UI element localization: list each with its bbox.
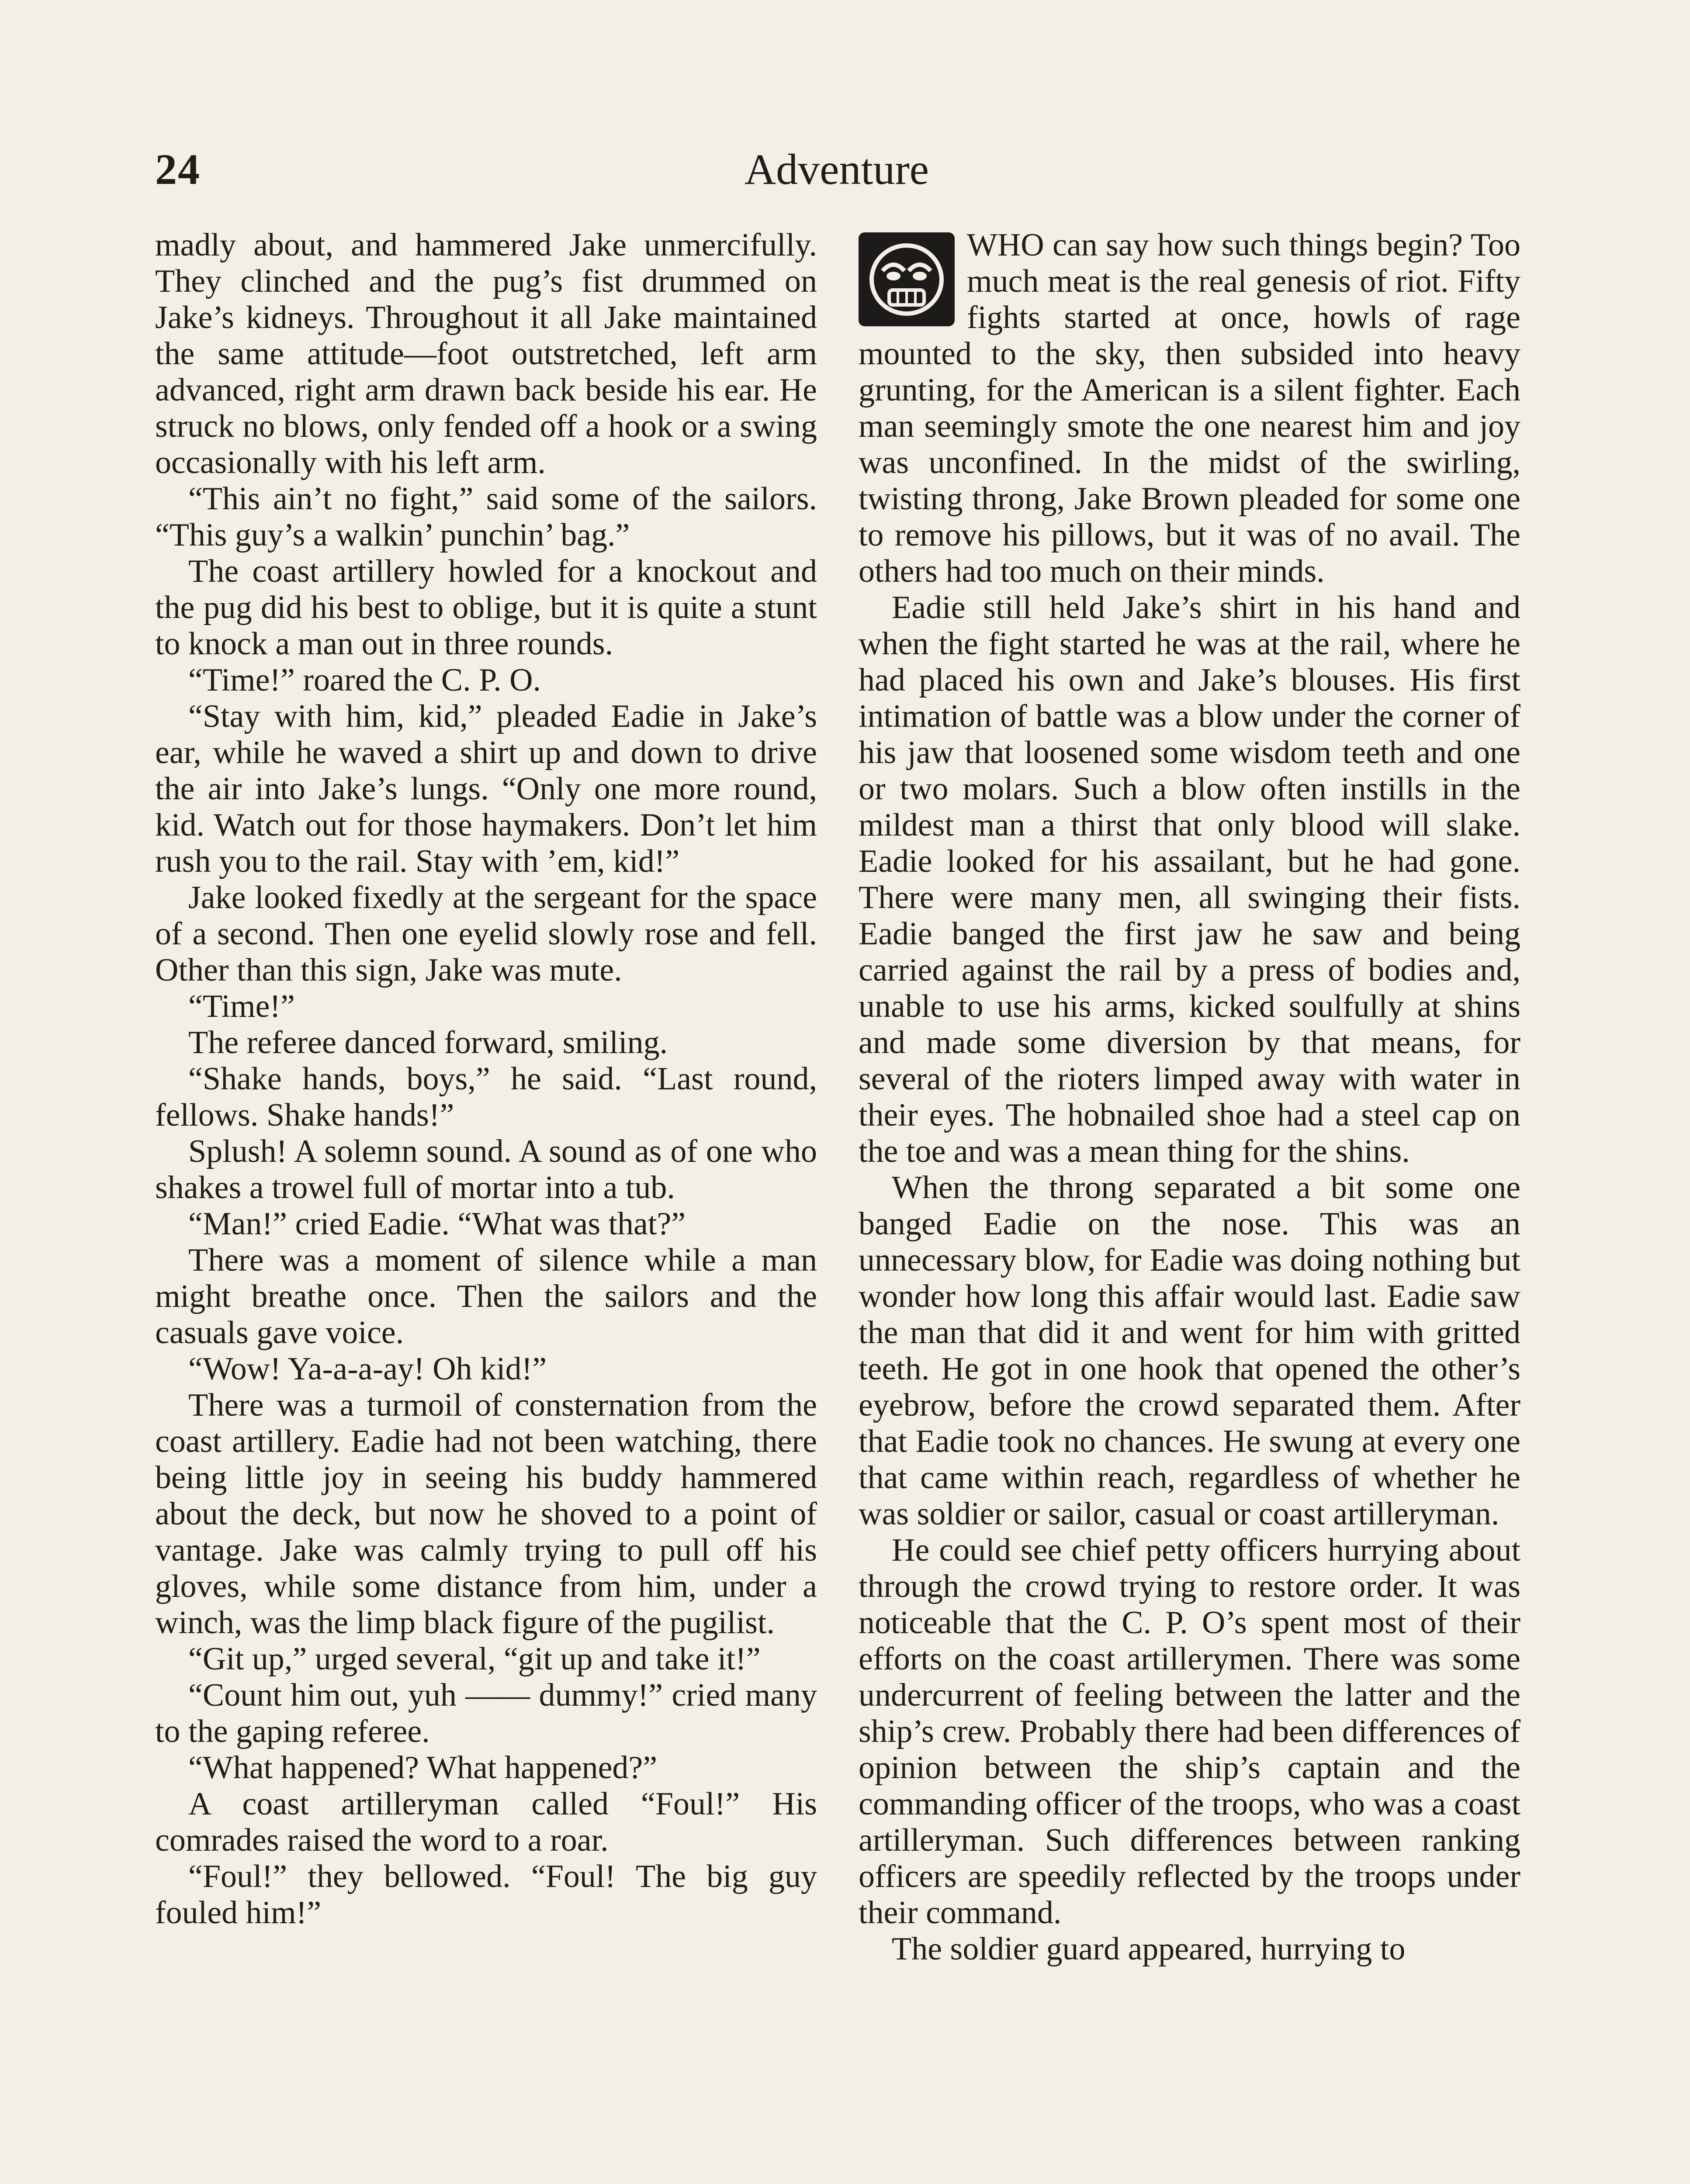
paragraph-text: “Git up,” urged several, “git up and take it!” — [188, 1641, 761, 1677]
paragraph — [155, 1351, 817, 1387]
paragraph-text: “Time!” roared the C. P. O. — [188, 662, 541, 698]
paragraph — [155, 227, 817, 481]
paragraph — [155, 1206, 817, 1242]
paragraph — [155, 1061, 817, 1133]
paragraph-text: madly about, and hammered Jake unmercifully. They clinched and the pug’s fist drummed on Jake’s kidneys. Throughout it all Jake maintained the same attitude—foot outstretched, left arm advanced, right arm drawn back beside his ear. He struck no blows, only fended off a hook or a swing occasionally with his left arm. — [155, 227, 817, 480]
paragraph-text: When the throng separated a bit some one banged Eadie on the nose. This was an unnecessary blow, for Eadie was doing nothing but wonder how long this affair would last. Eadie saw the man that did it and went for him with gritted teeth. He got in one hook that opened the other’s eyebrow, before the crowd separated them. After that Eadie took no chances. He swung at every one that came within reach, regardless of whether he was soldier or sailor, casual or coast artilleryman. — [859, 1170, 1520, 1532]
left-column — [155, 227, 817, 1931]
page-number: 24 — [155, 145, 201, 194]
paragraph-text: Eadie still held Jake’s shirt in his hand and when the fight started he was at the rail, where he had placed his own and Jake’s blouses. His first intimation of battle was a blow under the corner of his jaw that loosened some wisdom teeth and one or two molars. Such a blow often instills in the mildest man a thirst that only blood will slake. Eadie looked for his assailant, but he had gone. There were many men, all swinging their fists. Eadie banged the first jaw he saw and being carried against the rail by a press of bodies and, unable to use his arms, kicked soulfully at shins and made some diversion by that means, for several of the rioters limped away with water in their eyes. The hobnailed shoe had a steel cap on the toe and was a mean thing for the shins. — [859, 590, 1520, 1169]
paragraph-text: Jake looked fixedly at the sergeant for the space of a second. Then one eyelid slowly rose and fell. Other than this sign, Jake was mute. — [155, 880, 817, 988]
paragraph-text: “Shake hands, boys,” he said. “Last round, fellows. Shake hands!” — [155, 1061, 817, 1133]
paragraph — [155, 1025, 817, 1061]
paragraph — [859, 1532, 1520, 1931]
paragraph — [155, 1387, 817, 1641]
paragraph-text: “Man!” cried Eadie. “What was that?” — [188, 1206, 686, 1242]
right-column — [859, 227, 1520, 1967]
paragraph — [155, 880, 817, 988]
paragraph-text: “Count him out, yuh —— dummy!” cried many to the gaping referee. — [155, 1677, 817, 1749]
magazine-title: Adventure — [744, 145, 929, 194]
paragraph — [859, 227, 1520, 590]
paragraph-text: “Wow! Ya-a-a-ay! Oh kid!” — [188, 1351, 547, 1387]
paragraph — [155, 662, 817, 698]
paragraph — [859, 1931, 1520, 1967]
paragraph-text: Splush! A solemn sound. A sound as of one who shakes a trowel full of mortar into a tub. — [155, 1133, 817, 1206]
paragraph — [155, 481, 817, 553]
paragraph — [155, 1786, 817, 1859]
paragraph-text: There was a turmoil of consternation from the coast artillery. Eadie had not been watching, there being little joy in seeing his buddy hammered about the deck, but now he shoved to a point of vantage. Jake was calmly trying to pull off his gloves, while some distance from him, under a winch, was the limp black figure of the pugilist. — [155, 1387, 817, 1641]
paragraph-text: The coast artillery howled for a knockout and the pug did his best to oblige, but it is quite a stunt to knock a man out in three rounds. — [155, 553, 817, 662]
paragraph — [155, 1859, 817, 1931]
paragraph-text: “Time!” — [188, 988, 295, 1024]
page-header — [155, 144, 1518, 205]
paragraph-text: The soldier guard appeared, hurrying to — [892, 1931, 1406, 1967]
paragraph — [155, 698, 817, 880]
mask-illustration-icon — [859, 232, 955, 326]
paragraph — [155, 553, 817, 662]
paragraph-text: “Foul!” they bellowed. “Foul! The big guy fouled him!” — [155, 1859, 817, 1931]
paragraph-text: WHO can say how such things begin? Too much meat is the real genesis of riot. Fifty fights started at once, howls of rage mounted to the sky, then subsided into heavy grunting, for the American is a silent fighter. Each man seemingly smote the one nearest him and joy was unconfined. In the midst of the swirling, twisting throng, Jake Brown pleaded for some one to remove his pillows, but it was of no avail. The others had too much on their minds. — [859, 227, 1520, 589]
paragraph — [859, 590, 1520, 1170]
paragraph — [155, 1242, 817, 1351]
paragraph-text: The referee danced forward, smiling. — [188, 1025, 668, 1061]
paragraph-text: He could see chief petty officers hurrying about through the crowd trying to restore order. It was noticeable that the C. P. O’s spent most of their efforts on the coast artillerymen. There was some undercurrent of feeling between the latter and the ship’s crew. Probably there had been differences of opinion between the ship’s captain and the commanding officer of the troops, who was a coast artilleryman. Such differences between ranking officers are speedily reflected by the troops under their command. — [859, 1532, 1520, 1931]
paragraph-text: “What happened? What happened?” — [188, 1750, 658, 1786]
paragraph — [155, 988, 817, 1025]
paragraph — [155, 1750, 817, 1786]
paragraph-text: There was a moment of silence while a man might breathe once. Then the sailors and the casuals gave voice. — [155, 1242, 817, 1351]
paragraph-text: “This ain’t no fight,” said some of the sailors. “This guy’s a walkin’ punchin’ bag.” — [155, 481, 817, 553]
paragraph — [155, 1677, 817, 1750]
paragraph — [155, 1641, 817, 1677]
paragraph — [155, 1133, 817, 1206]
paragraph-text: A coast artilleryman called “Foul!” His comrades raised the word to a roar. — [155, 1786, 817, 1858]
paragraph — [859, 1170, 1520, 1532]
paragraph-text: “Stay with him, kid,” pleaded Eadie in Jake’s ear, while he waved a shirt up and down to drive the air into Jake’s lungs. “Only one more round, kid. Watch out for those haymakers. Don’t let him rush you to the rail. Stay with ’em, kid!” — [155, 698, 817, 879]
